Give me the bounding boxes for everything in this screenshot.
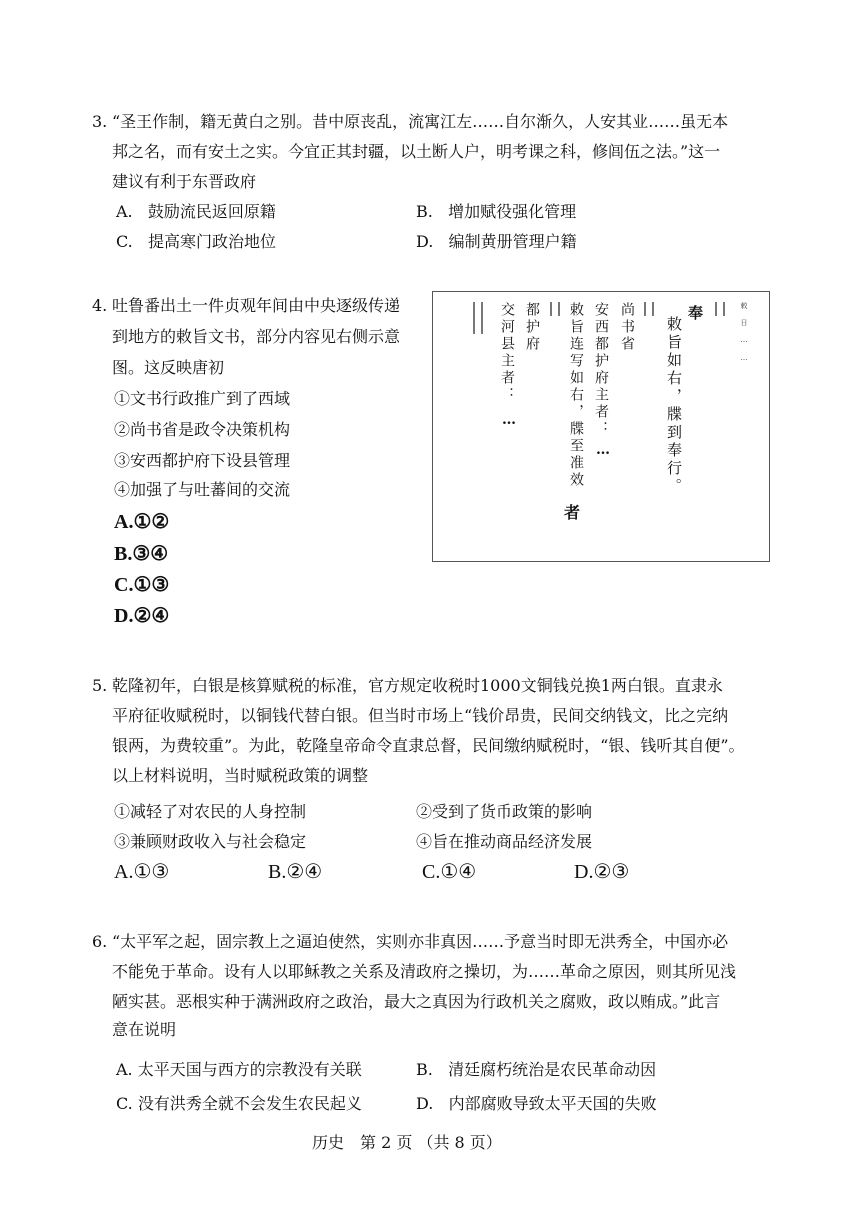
figure-seal-text: 敕 日 … … [740, 302, 748, 363]
q4-item-3: ③安西都护府下设县管理 [114, 451, 291, 470]
q4-option-a: A.①② [114, 511, 170, 533]
seal-mark-middle [550, 302, 560, 316]
figure-col-anxi: 安西都护府主者： [593, 302, 609, 438]
q4-document-figure [432, 291, 770, 562]
q6-number: 6. [92, 932, 108, 951]
figure-col-shangshu: 尚书省 [619, 302, 635, 353]
q5-item-1: ①减轻了对农民的人身控制 [114, 802, 307, 821]
q6-stem-line-1: “太平军之起，固宗教上之逼迫使然，实则亦非真因……予意当时即无洪秀全，中国亦必 [112, 932, 729, 951]
q5-stem-line-1: 乾隆初年，白银是核算赋税的标准，官方规定收税时1000文铜钱兑换1两白银。直隶永 [112, 676, 723, 695]
q6-option-b [416, 1060, 656, 1080]
figure-col-duhufu: 都护府 [524, 302, 540, 353]
q6-option-b-label: B. [416, 1060, 433, 1079]
q3-option-a-label: A. [116, 202, 133, 221]
q6-stem-line-4: 意在说明 [112, 1020, 177, 1039]
q6-stem-line-2: 不能免于革命。设有人以耶稣教之关系及清政府之操切，为……革命之原因，则其所见浅 [112, 962, 737, 981]
q5-stem-line-2: 平府征收赋税时，以铜钱代替白银。但当时市场上“钱价昂贵，民间交纳钱文，比之完纳 [112, 706, 729, 725]
q5-option-c: C.①④ [422, 861, 477, 883]
q6-option-d [416, 1094, 657, 1114]
q3-option-d-text: 编制黄册管理户籍 [448, 232, 577, 251]
q6-option-a-text: 太平天国与西方的宗教没有关联 [137, 1060, 362, 1079]
seal-mark-right [644, 302, 654, 316]
q5-option-a: A.①③ [114, 861, 170, 883]
q6-option-c [116, 1094, 362, 1114]
q4-option-d: D.②④ [114, 605, 170, 627]
figure-col-jiaohe-dots: … [501, 412, 517, 431]
q5-item-4: ④旨在推动商品经济发展 [416, 832, 593, 851]
q3-option-c-label: C. [116, 232, 133, 251]
q4-item-1: ①文书行政推广到了西域 [114, 389, 291, 408]
q5-option-d: D.②③ [574, 861, 630, 883]
q4-option-c: C.①③ [114, 574, 170, 596]
q3-stem-line-2: 邦之名，而有安土之实。今宜正其封疆，以土断人户，明考课之科，修闾伍之法。”这一 [112, 142, 721, 161]
q6-option-d-text: 内部腐败导致太平天国的失败 [448, 1094, 657, 1113]
q3-option-b-text: 增加赋役强化管理 [448, 202, 577, 221]
q3-option-c-text: 提高寒门政治地位 [148, 232, 277, 251]
figure-col-chizhi: 敕旨连写如右，牒至准效 [568, 302, 584, 489]
q6-stem-line-3: 陋实甚。恶根实种于满洲政府之政治，最大之真因为行政机关之腐败，政以贿成。”此言 [112, 992, 721, 1011]
q5-option-b: B.②④ [268, 861, 323, 883]
q4-item-2: ②尚书省是政令决策机构 [114, 420, 291, 439]
q6-option-a [116, 1060, 362, 1080]
q3-option-b [416, 202, 576, 222]
q4-stem-line-1: 吐鲁番出土一件贞观年间由中央逐级传递 [112, 296, 401, 315]
figure-col-chizhi-end: 者 [564, 503, 581, 522]
q4-item-4: ④加强了与吐蕃间的交流 [114, 480, 291, 499]
q4-option-b: B.③④ [114, 543, 169, 565]
q3-number: 3. [92, 112, 108, 131]
q3-option-d-label: D. [416, 232, 434, 251]
q5-number: 5. [92, 676, 108, 695]
q5-stem-line-4: 以上材料说明，当时赋税政策的调整 [112, 766, 369, 785]
figure-col-feng: 敕旨如右，牒到奉行。 [665, 316, 683, 496]
q5-item-3: ③兼顾财政收入与社会稳定 [114, 832, 307, 851]
q3-option-b-label: B. [416, 202, 433, 221]
q6-option-d-label: D. [416, 1094, 434, 1113]
q6-option-a-label: A. [116, 1060, 133, 1079]
q6-option-c-label: C. [116, 1094, 133, 1113]
q6-option-b-text: 清廷腐朽统治是农民革命动因 [448, 1060, 657, 1079]
q5-item-2: ②受到了货币政策的影响 [416, 802, 593, 821]
figure-col-anxi-dots: … [595, 442, 611, 461]
figure-col-feng-head: 奉 [688, 304, 704, 322]
q3-option-c [116, 232, 276, 252]
q6-option-c-text: 没有洪秀全就不会发生农民起义 [137, 1094, 362, 1113]
page-footer: 历史 第 2 页 （共 8 页） [312, 1133, 502, 1152]
seal-mark-left [473, 302, 483, 334]
q3-stem-line-1: “圣王作制，籍无黄白之别。昔中原丧乱，流寓江左……自尔渐久，人安其业……虽无本 [112, 112, 729, 131]
q3-stem-line-3: 建议有利于东晋政府 [112, 172, 257, 191]
q3-option-a [116, 202, 276, 222]
seal-mark-far-right [715, 302, 725, 316]
q3-option-d [416, 232, 577, 252]
q4-stem-line-2: 到地方的敕旨文书，部分内容见右侧示意 [112, 327, 401, 346]
q3-option-a-text: 鼓励流民返回原籍 [147, 202, 276, 221]
q5-stem-line-3: 银两，为费较重”。为此，乾隆皇帝命令直隶总督，民间缴纳赋税时，“银、钱听其自便”。 [112, 736, 745, 755]
q4-number: 4. [92, 296, 108, 315]
figure-col-jiaohe: 交河县主者： [499, 302, 515, 404]
q4-stem-line-3: 图。这反映唐初 [112, 358, 225, 377]
